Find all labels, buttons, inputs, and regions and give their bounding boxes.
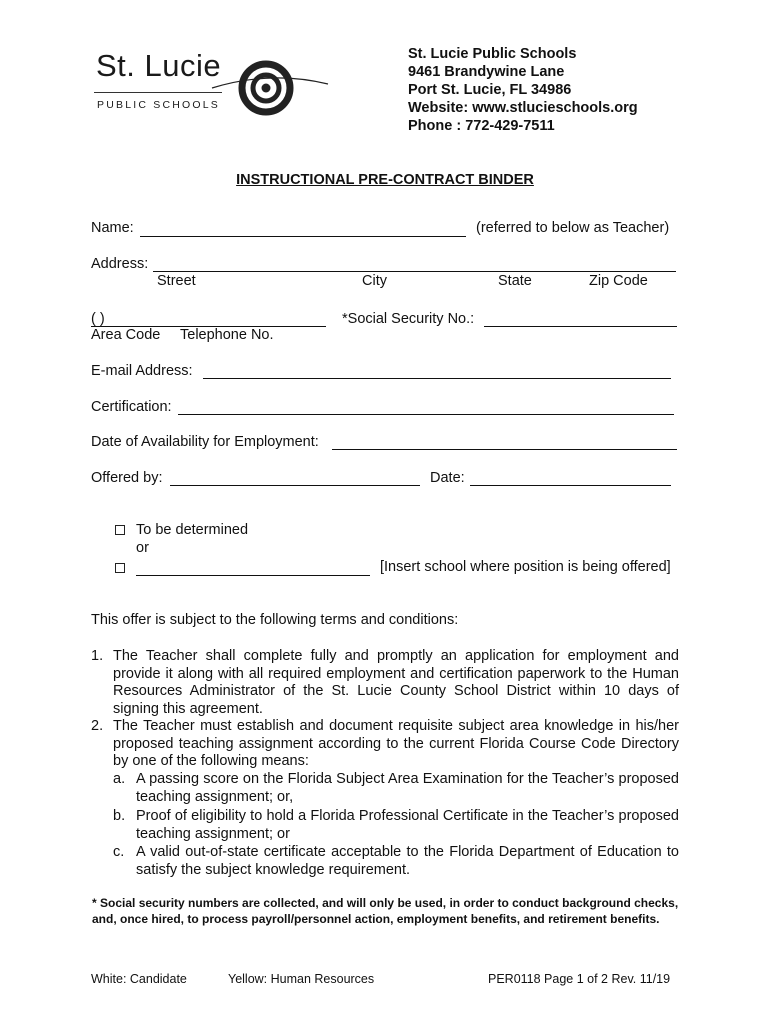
school-note: [Insert school where position is being offered] — [380, 559, 671, 575]
subitem-letter-b: b. — [113, 808, 126, 824]
address-zip-caption: Zip Code — [589, 273, 648, 289]
term-number-1: 1. — [91, 648, 104, 664]
document-title: INSTRUCTIONAL PRE-CONTRACT BINDER — [236, 172, 534, 188]
address-city-caption: City — [362, 273, 387, 289]
school-checkbox[interactable] — [115, 563, 125, 573]
ssn-footnote: * Social security numbers are collected, and will only be used, in order to conduct background checks, and, once hired, to process payroll/personnel action, employment benefits, and retirement benefits. — [92, 896, 679, 926]
certification-field[interactable] — [178, 414, 674, 415]
term-text-2: The Teacher must establish and document requisite subject area knowledge in his/her proposed teaching assignment according to the current Florida Course Code Directory by one of the following means: — [113, 718, 679, 770]
certification-label: Certification: — [91, 399, 172, 415]
logo-subtitle: PUBLIC SCHOOLS — [97, 99, 220, 111]
header-org: St. Lucie Public Schools — [408, 46, 577, 62]
address-label: Address: — [91, 256, 149, 272]
address-field[interactable] — [153, 271, 676, 272]
subitem-letter-a: a. — [113, 771, 126, 787]
address-state-caption: State — [498, 273, 532, 289]
subitem-letter-c: c. — [113, 844, 125, 860]
term-number-2: 2. — [91, 718, 104, 734]
subitem-text-c: A valid out-of-state certificate acceptable to the Florida Department of Education to satisfy the subject knowledge requirement. — [136, 844, 679, 878]
term-text-1: The Teacher shall complete fully and promptly an application for employment and provide it along with all required employment and certification paperwork to the Human Resources Administrator of the St. Lucie County School District within 10 days of signing this agreement. — [113, 648, 679, 718]
email-label: E-mail Address: — [91, 363, 193, 379]
tbd-label: To be determined — [136, 522, 249, 538]
name-suffix: (referred to below as Teacher) — [476, 220, 670, 236]
header-phone: Phone : 772-429-7511 — [408, 118, 555, 134]
school-field[interactable] — [136, 575, 370, 576]
name-label: Name: — [91, 220, 134, 236]
date-label: Date: — [430, 470, 465, 486]
footer-white-copy: White: Candidate — [91, 972, 187, 986]
offered-by-field[interactable] — [170, 485, 420, 486]
tbd-checkbox[interactable] — [115, 525, 125, 535]
name-field[interactable] — [140, 236, 466, 237]
telephone-caption: Telephone No. — [180, 327, 274, 343]
logo-emblem-icon — [210, 48, 330, 128]
subitem-text-b: Proof of eligibility to hold a Florida Professional Certificate in the Teacher’s proposed teaching assignment; or — [136, 808, 679, 842]
ssn-field[interactable] — [484, 326, 677, 327]
area-code-caption: Area Code — [91, 327, 161, 343]
footer-yellow-copy: Yellow: Human Resources — [228, 972, 375, 986]
email-field[interactable] — [203, 378, 671, 379]
logo-name: St. Lucie — [96, 48, 222, 83]
ssn-label: *Social Security No.: — [342, 311, 475, 327]
footer-form-id: PER0118 Page 1 of 2 Rev. 11/19 — [488, 972, 671, 986]
address-street-caption: Street — [157, 273, 196, 289]
header-city: Port St. Lucie, FL 34986 — [408, 82, 572, 98]
header-street: 9461 Brandywine Lane — [408, 64, 565, 80]
availability-field[interactable] — [332, 449, 677, 450]
logo-rule — [94, 92, 222, 93]
offered-by-label: Offered by: — [91, 470, 163, 486]
date-field[interactable] — [470, 485, 671, 486]
or-label: or — [136, 540, 149, 556]
header-website: Website: www.stlucieschools.org — [408, 100, 638, 116]
subitem-text-a: A passing score on the Florida Subject Area Examination for the Teacher’s proposed teaching assignment; or, — [136, 771, 679, 805]
phone-area-paren: ( ) — [91, 311, 105, 327]
terms-intro: This offer is subject to the following terms and conditions: — [91, 612, 459, 628]
availability-label: Date of Availability for Employment: — [91, 434, 319, 450]
